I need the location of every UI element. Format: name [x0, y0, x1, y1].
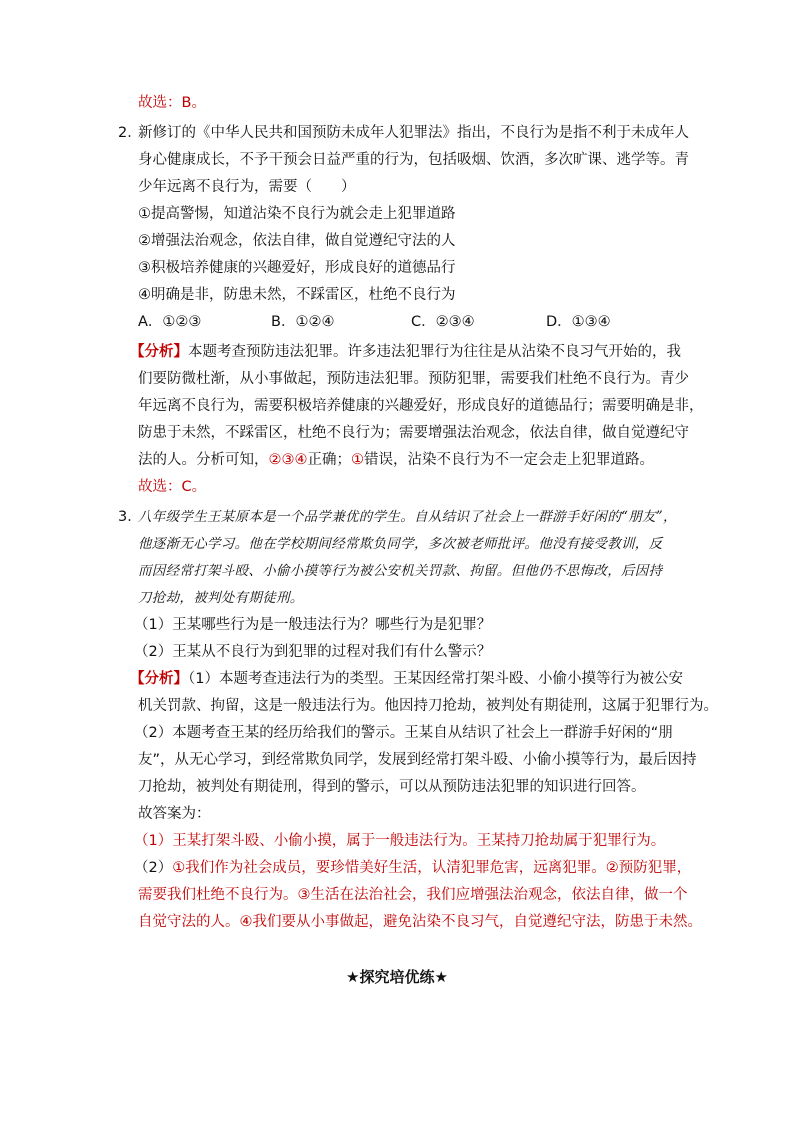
q2-option-b: B．①②④ — [271, 314, 335, 330]
q3-answer-2-line-1: （2）①我们作为社会成员，要珍惜美好生活，认清犯罪危害，远离犯罪。②预防犯罪， — [134, 860, 692, 876]
q2-analysis-line-2: 们要防微杜渐，从小事做起，预防违法犯罪。预防犯罪，需要我们杜绝不良行为。青少 — [138, 371, 689, 387]
q3-analysis-2-line-3: 刀抢劫，被判处有期徒刑，得到的警示，可以从预防违法犯罪的知识进行回答。 — [138, 779, 646, 795]
q3-number: 3． — [118, 509, 142, 525]
q2-analysis-tag: 【分析】 — [130, 344, 188, 360]
q3-answer-label: 故答案为： — [138, 806, 211, 822]
q3-analysis-2-line-2: 友”，从无心学习，到经常欺负同学，发展到经常打架斗殴、小偷小摸等行为，最后因持 — [138, 752, 697, 768]
q3-question-1: （1）王某哪些行为是一般违法行为？哪些行为是犯罪？ — [134, 617, 492, 633]
q2-number: 2． — [118, 125, 142, 141]
q3-answer-1: （1）王某打架斗殴、小偷小摸，属于一般违法行为。王某持刀抢劫属于犯罪行为。 — [134, 833, 666, 849]
q2-stem-line-2: 身心健康成长，不予干预会日益严重的行为，包括吸烟、饮酒，多次旷课、逃学等。青 — [138, 152, 689, 168]
q3-analysis-1-line-2: 机关罚款、拘留，这是一般违法行为。他因持刀抢劫，被判处有期徒刑，这属于犯罪行为。 — [138, 698, 718, 714]
q2-option-d: D．①③④ — [546, 314, 611, 330]
q3-answer-2-line-2: 需要我们杜绝不良行为。③生活在法治社会，我们应增强法治观念，依法自律，做一个 — [138, 887, 688, 903]
q2-analysis-line-1: 【分析】本题考查预防违法犯罪。许多违法犯罪行为往往是从沾染不良习气开始的，我 — [130, 344, 681, 360]
q2-answer: 故选：C。 — [138, 479, 207, 495]
q2-statement-2: ②增强法治观念，依法自律，做自觉遵纪守法的人 — [138, 233, 456, 249]
q2-analysis-line-3: 年远离不良行为，需要积极培养健康的兴趣爱好，形成良好的道德品行；需要明确是非， — [138, 398, 704, 414]
q3-question-2: （2）王某从不良行为到犯罪的过程对我们有什么警示？ — [134, 644, 492, 660]
q2-stem-line-1: 新修订的《中华人民共和国预防未成年人犯罪法》指出，不良行为是指不利于未成年人 — [138, 125, 689, 141]
q3-analysis-2-line-1: （2）本题考查王某的经历给我们的警示。王某自从结识了社会上一群游手好闲的“朋 — [134, 725, 673, 741]
q2-option-c: C．②③④ — [411, 314, 475, 330]
q2-statement-4: ④明确是非，防患未然，不踩雷区，杜绝不良行为 — [138, 287, 456, 303]
q3-analysis-1-line-1: 【分析】（1）本题考查违法行为的类型。王某因经常打架斗殴、小偷小摸等行为被公安 — [130, 671, 683, 687]
q3-stem-line-4: 刀抢劫，被判处有期徒刑。 — [138, 590, 304, 606]
q3-stem-line-2: 他逐渐无心学习。他在学校期间经常欺负同学，多次被老师批评。他没有接受教训，反 — [138, 536, 663, 552]
q2-statement-1: ①提高警惕，知道沾染不良行为就会走上犯罪道路 — [138, 206, 456, 222]
q3-stem-line-1: 八年级学生王某原本是一个品学兼优的学生。自从结识了社会上一群游手好闲的“朋友”， — [138, 509, 677, 525]
q2-statement-3: ③积极培养健康的兴趣爱好，形成良好的道德品行 — [138, 260, 456, 276]
section-title: ★探究培优练★ — [346, 968, 448, 986]
q3-stem-line-3: 而因经常打架斗殴、小偷小摸等行为被公安机关罚款、拘留。但他仍不思悔改，后因持 — [138, 563, 663, 579]
q2-analysis-line-5: 法的人。分析可知，②③④正确；①错误，沾染不良行为不一定会走上犯罪道路。 — [138, 452, 654, 468]
q2-analysis-line-4: 防患于未然，不踩雷区，杜绝不良行为；需要增强法治观念，依法自律，做自觉遵纪守 — [138, 425, 689, 441]
q3-answer-2-line-3: 自觉守法的人。④我们要从小事做起，避免沾染不良习气，自觉遵纪守法，防患于未然。 — [138, 914, 702, 930]
q2-stem-line-3: 少年远离不良行为，需要（ ） — [138, 179, 356, 195]
q2-option-a: A．①②③ — [138, 314, 202, 330]
q1-answer: 故选：B。 — [138, 95, 206, 111]
q3-analysis-tag: 【分析】 — [130, 671, 188, 687]
